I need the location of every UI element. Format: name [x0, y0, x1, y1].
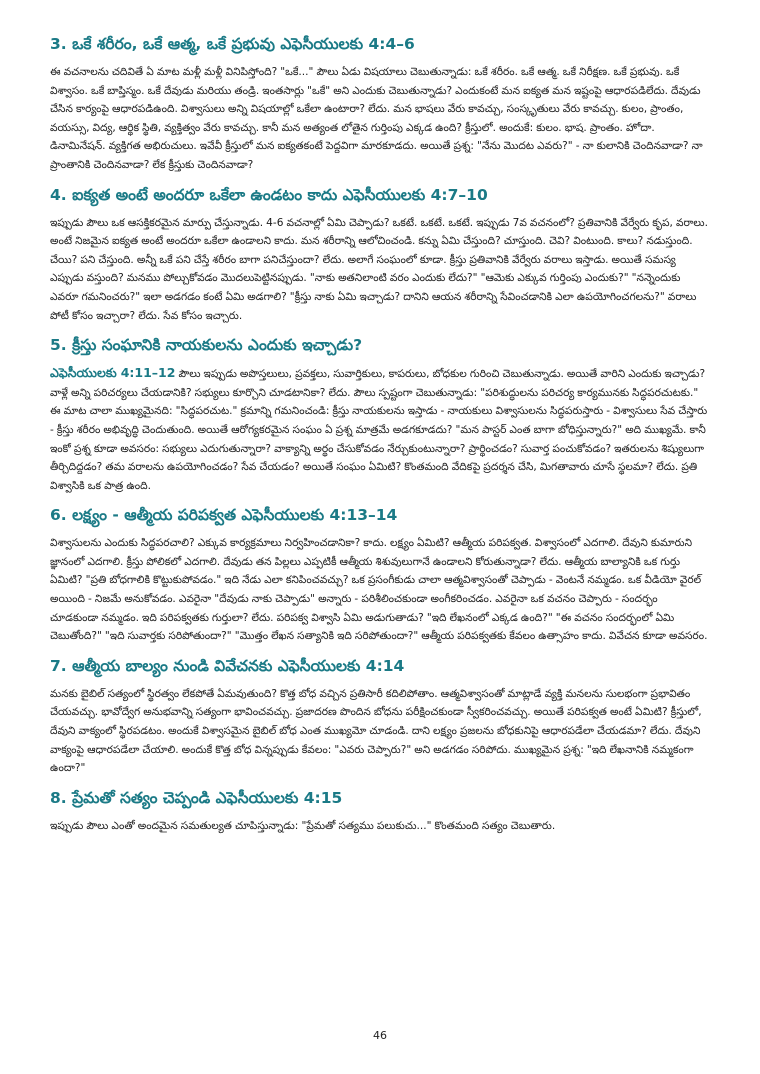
section-paragraph: ఈ వచనాలను చదివితే ఏ మాట మళ్లీ మళ్లీ వినిపిస్తోంది? "ఒకే..." పౌలు ఏడు విషయాలు చెబుతున్నాడు: ఒకే శరీరం. ఒకే ఆత్మ. ఒకే నిరీక్షణ. ఒకే ప్రభువు. ఒకే విశ్వాసం. ఒకే బాప్తిస్మం. ఒకే దేవుడు మరియు తండ్రి. ఇంతసార్లు "ఒకే" అని ఎందుకు చెబుతున్నాడు? ఎందుకంటే మన ఐక్యత మన ఇష్టంపై ఆధారపడిలేదు. దేవుడు చేసిన కార్యంపై ఆధారపడిఉంది. విశ్వాసులు అన్ని విషయాల్లో ఒకేలా ఉంటారా? లేదు. మన భాషలు వేరు కావచ్చు, సంస్కృతులు వేరు కావచ్చు. కులం, ప్రాంతం, వయస్సు, విద్య, ఆర్థిక స్థితి, వ్యక్తిత్వం వేరు కావచ్చు. కానీ మన అత్యంత లోతైన గుర్తింపు ఎక్కడ ఉంది? క్రీస్తులో. అందుకే: కులం. భాష. ప్రాంతం. హోదా. డినామినేషన్. వ్యక్తిగత అభిరుచులు. ఇవేవీ క్రీస్తులో మన ఐక్యతకంటే పెద్దవిగా మారకూడదు. అయితే ప్రశ్న: "నేను మొదట ఎవరు?" - నా కులానికి చెందినవాడా? నా ప్రాంతానికి చెందినవాడా? లేక క్రీస్తుకు చెందినవాడా? [50, 66, 703, 171]
section-5 [50, 335, 708, 495]
section-paragraph [50, 364, 708, 495]
section-heading: 8. ప్రేమతో సత్యం చెప్పండి ఎఫెసీయులకు 4:15 [50, 788, 343, 807]
section-heading: 4. ఐక్యత అంటే అందరూ ఒకేలా ఉండటం కాదు ఎఫెసీయులకు 4:7–10 [50, 185, 488, 204]
section-heading: 3. ఒకే శరీరం, ఒకే ఆత్మ, ఒకే ప్రభువు ఎఫెసీయులకు 4:4–6 [50, 35, 415, 53]
page-number: 46 [373, 1029, 387, 1042]
section-paragraph: మనకు బైబిల్ సత్యంలో స్థిరత్వం లేకపోతే ఏమవుతుంది? కొత్త బోధ వచ్చిన ప్రతిసారీ కదిలిపోతాం. ఆత్మవిశ్వాసంతో మాట్లాడే వ్యక్తి మనలను సులభంగా ప్రభావితం చేయవచ్చు. భావోద్వేగ అనుభవాన్ని సత్యంగా భావించవచ్చు. ప్రజాదరణ పొందిన బోధను పరీక్షించకుండా స్వీకరించవచ్చు. అయితే పరిపక్వత అంటే ఏమిటి? క్రీస్తులో, దేవుని వాక్యంలో స్థిరపడటం. అందుకే విశ్వాసమైన బైబిల్ బోధ ఎంత ముఖ్యమో చూడండి. దాని లక్ష్యం ప్రజలను బోధకునిపై ఆధారపడేలా చేయడమా? లేదు. దేవుని వాక్యంపై ఆధారపడేలా చేయాలి. అందుకే కొత్త బోధ విన్నప్పుడు కేవలం: "ఎవరు చెప్పారు?" అని అడగడం సరిపోదు. ముఖ్యమైన ప్రశ్న: "ఇది లేఖనానికి నమ్మకంగా ఉందా?" [50, 687, 702, 775]
section-paragraph: ఇప్పుడు పౌలు ఎంతో అందమైన సమతుల్యత చూపిస్తున్నాడు: "ప్రేమతో సత్యము పలుకుచు..." కొంతమంది సత్యం చెబుతారు. [50, 819, 556, 832]
section-6 [50, 505, 708, 646]
scripture-reference: ఎఫెసీయులకు 4:11–12 [50, 365, 176, 381]
section-7 [50, 656, 708, 778]
section-3 [50, 34, 708, 175]
section-4 [50, 185, 708, 326]
section-paragraph: ఇప్పుడు పౌలు ఒక ఆసక్తికరమైన మార్పు చేస్తున్నాడు. 4-6 వచనాల్లో ఏమి చెప్పాడు? ఒకటే. ఒకటే. ఒకటే. ఇప్పుడు 7వ వచనంలో? ప్రతివానికి వేర్వేరు కృప, వరాలు. అంటే నిజమైన ఐక్యత అంటే అందరూ ఒకేలా ఉండాలని కాదు. మన శరీరాన్ని ఆలోచించండి. కన్ను ఏమి చేస్తుంది? చూస్తుంది. చెవి? వింటుంది. కాలు? నడుస్తుంది. చేయి? పని చేస్తుంది. అన్నీ ఒకే పని చేస్తే శరీరం బాగా పనిచేస్తుందా? లేదు. అలాగే సంఘంలో కూడా. క్రీస్తు ప్రతివానికి వేర్వేరు వరాలు ఇస్తాడు. అయితే సమస్య ఎప్పుడు వస్తుంది? మనము పోల్చుకోవడం మొదలుపెట్టినప్పుడు. "నాకు అతనిలాంటి వరం ఎందుకు లేదు?" "ఆమెకు ఎక్కువ గుర్తింపు ఎందుకు?" "నన్నెందుకు ఎవరూ గమనించరు?" ఇలా అడగడం కంటే ఏమి అడగాలి? "క్రీస్తు నాకు ఏమి ఇచ్చాడు? దానిని ఆయన శరీరాన్ని సేవించడానికి ఎలా ఉపయోగించగలను?" వరాలు పోటీ కోసం ఇచ్చారా? లేదు. సేవ కోసం ఇచ్చారు. [50, 216, 708, 322]
section-8 [50, 788, 708, 836]
section-heading: 5. క్రీస్తు సంఘానికి నాయకులను ఎందుకు ఇచ్చాడు? [50, 336, 363, 355]
section-paragraph: విశ్వాసులను ఎందుకు సిద్ధపరచాలి? ఎక్కువ కార్యక్రమాలు నిర్వహించడానికా? కాదు. లక్ష్యం ఏమిటి? ఆత్మీయ పరిపక్వత. విశ్వాసంలో ఎదగాలి. దేవుని కుమారుని జ్ఞానంలో ఎదగాలి. క్రీస్తు పోలికలో ఎదగాలి. దేవుడు తన పిల్లలు ఎప్పటికీ ఆత్మీయ శిశువులుగానే ఉండాలని కోరుతున్నాడా? లేదు. ఆత్మీయ బాల్యానికి ఒక గుర్తు ఏమిటి? "ప్రతి బోధగాలికి కొట్టుకుపోవడం." ఇది నేడు ఎలా కనిపించవచ్చు? ఒక ప్రసంగీకుడు చాలా ఆత్మవిశ్వాసంతో చెప్పాడు - వెంటనే నమ్మడం. ఒక వీడియో వైరల్ అయింది - నిజమే అనుకోవడం. ఎవరైనా "దేవుడు నాకు చెప్పాడు" అన్నారు - పరిశీలించకుండా అంగీకరించడం. ఎవరైనా ఒక వచనం చెప్పారు - సందర్భం చూడకుండా నమ్మడం. ఇది పరిపక్వతకు గుర్తులా? లేదు. పరిపక్వ విశ్వాసి ఏమి అడుగుతాడు? "ఇది లేఖనంలో ఎక్కడ ఉంది?" "ఈ వచనం సందర్భంలో ఏమి చెబుతోంది?" "ఇది సువార్తకు సరిపోతుందా?" "మొత్తం లేఖన సత్యానికి ఇది సరిపోతుందా?" ఆత్మీయ పరిపక్వతకు కేవలం ఉత్సాహం కాదు. వివేచన కూడా అవసరం. [50, 537, 708, 643]
section-heading: 6. లక్ష్యం - ఆత్మీయ పరిపక్వత ఎఫెసీయులకు 4:13–14 [50, 506, 398, 525]
paragraph-text: పౌలు ఇప్పుడు అపొస్తలులు, ప్రవక్తలు, సువార్తికులు, కాపరులు, బోధకుల గురించి చెబుతున్నాడు. అయితే వారిని ఎందుకు ఇచ్చాడు? వాళ్లే అన్ని పరిచర్యలు చేయడానికి? సభ్యులు కూర్చొని చూడటానికా? లేదు. పౌలు స్పష్టంగా చెబుతున్నాడు: "పరిశుద్ధులను పరిచర్య కార్యమునకు సిద్ధపరచుటకు." ఈ మాట చాలా ముఖ్యమైనది: "సిద్ధపరచుట." క్రమాన్ని గమనించండి: క్రీస్తు నాయకులను ఇస్తాడు - నాయకులు విశ్వాసులను సిద్ధపరుస్తారు - విశ్వాసులు సేవ చేస్తారు - క్రీస్తు శరీరం అభివృద్ధి చెందుతుంది. అయితే ఆరోగ్యకరమైన సంఘం ఏ ప్రశ్న మాత్రమే అడగకూడదు? "మన పాస్టర్ ఎంత బాగా బోధిస్తున్నారు?" అది ముఖ్యమే. కానీ ఇంకో ప్రశ్న కూడా అవసరం: సభ్యులు ఎదుగుతున్నారా? వాక్యాన్ని అర్థం చేసుకోవడం నేర్చుకుంటున్నారా? ప్రార్థించడం? సువార్త పంచుకోవడం? ఇతరులను శిష్యులుగా తీర్చిదిద్దడం? తమ వరాలను ఉపయోగించడం? సేవ చేయడం? అయితే సంఘం ఏమిటి? కొంతమంది వేదికపై ప్రదర్శన చేసి, మిగతావారు చూసే స్థలమా? లేదు. ప్రతి విశ్వాసికి ఒక పాత్ర ఉంది. [50, 368, 708, 492]
section-heading: 7. ఆత్మీయ బాల్యం నుండి వివేచనకు ఎఫెసీయులకు 4:14 [50, 656, 405, 675]
